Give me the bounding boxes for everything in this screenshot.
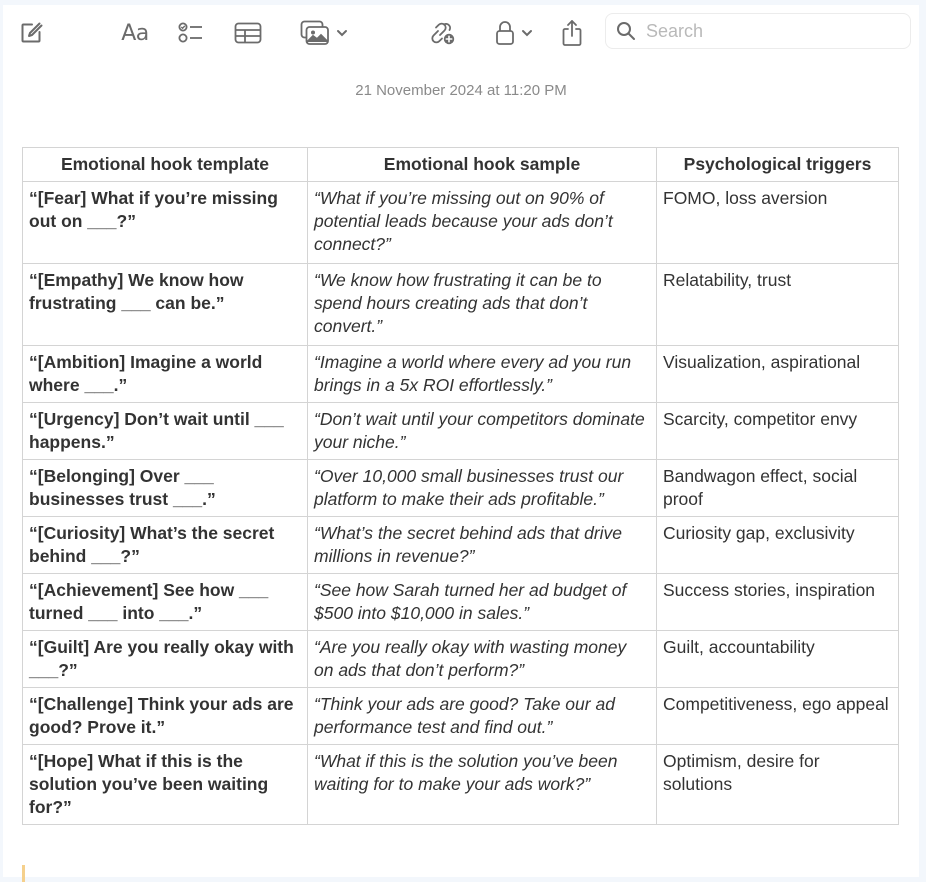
- cell-template[interactable]: “[Guilt] Are you really okay with ___?”: [23, 631, 308, 688]
- photo-gallery-icon: [300, 20, 330, 46]
- cell-sample[interactable]: “What’s the secret behind ads that drive millions in revenue?”: [308, 517, 657, 574]
- cell-template[interactable]: “[Hope] What if this is the solution you’ve been waiting for?”: [23, 745, 308, 825]
- cell-sample[interactable]: “Imagine a world where every ad you run brings in a 5x ROI effortlessly.”: [308, 346, 657, 403]
- cell-triggers[interactable]: FOMO, loss aversion: [657, 182, 899, 264]
- cell-template[interactable]: “[Empathy] We know how frustrating ___ can be.”: [23, 264, 308, 346]
- checklist-icon: [178, 21, 204, 45]
- link-add-icon: [427, 19, 457, 47]
- table-row: [23, 517, 899, 574]
- cell-triggers[interactable]: Competitiveness, ego appeal: [657, 688, 899, 745]
- cell-triggers[interactable]: Curiosity gap, exclusivity: [657, 517, 899, 574]
- cell-triggers[interactable]: Guilt, accountability: [657, 631, 899, 688]
- header-triggers[interactable]: Psychological triggers: [657, 148, 899, 182]
- format-button[interactable]: [117, 19, 153, 47]
- chevron-down-icon: [521, 29, 533, 37]
- lock-button[interactable]: [490, 19, 538, 47]
- cell-sample[interactable]: “Are you really okay with wasting money on ads that don’t perform?”: [308, 631, 657, 688]
- new-note-button[interactable]: [17, 19, 45, 47]
- cell-triggers[interactable]: Scarcity, competitor envy: [657, 403, 899, 460]
- cell-triggers[interactable]: Bandwagon effect, social proof: [657, 460, 899, 517]
- cell-sample[interactable]: “What if you’re missing out on 90% of potential leads because your ads don’t connect?”: [308, 182, 657, 264]
- collaborate-button[interactable]: [426, 19, 458, 47]
- note-timestamp: 21 November 2024 at 11:20 PM: [355, 82, 567, 99]
- cell-triggers[interactable]: Success stories, inspiration: [657, 574, 899, 631]
- cell-template[interactable]: “[Ambition] Imagine a world where ___.”: [23, 346, 308, 403]
- cell-triggers[interactable]: Relatability, trust: [657, 264, 899, 346]
- toolbar: [3, 5, 919, 63]
- table-row: [23, 403, 899, 460]
- table-button[interactable]: [233, 19, 263, 47]
- cell-template[interactable]: “[Curiosity] What’s the secret behind ___?”: [23, 517, 308, 574]
- search-input[interactable]: [644, 20, 898, 43]
- table-row: [23, 346, 899, 403]
- table-row: [23, 631, 899, 688]
- chevron-down-icon: [336, 29, 348, 37]
- cell-sample[interactable]: “What if this is the solution you’ve been waiting for to make your ads work?”: [308, 745, 657, 825]
- cell-sample[interactable]: “See how Sarah turned her ad budget of $500 into $10,000 in sales.”: [308, 574, 657, 631]
- cell-template[interactable]: “[Challenge] Think your ads are good? Prove it.”: [23, 688, 308, 745]
- cell-sample[interactable]: “Over 10,000 small businesses trust our platform to make their ads profitable.”: [308, 460, 657, 517]
- table-row: [23, 182, 899, 264]
- share-button[interactable]: [560, 19, 584, 47]
- checklist-button[interactable]: [176, 19, 206, 47]
- cell-sample[interactable]: “Think your ads are good? Take our ad performance test and find out.”: [308, 688, 657, 745]
- emotional-hooks-table[interactable]: [22, 147, 899, 825]
- cell-template[interactable]: “[Achievement] See how ___ turned ___ into ___.”: [23, 574, 308, 631]
- cell-triggers[interactable]: Optimism, desire for solutions: [657, 745, 899, 825]
- search-icon: [616, 21, 636, 41]
- table-row: [23, 264, 899, 346]
- compose-icon: [19, 21, 43, 45]
- cell-template[interactable]: “[Belonging] Over ___ businesses trust ___.”: [23, 460, 308, 517]
- table-row: [23, 574, 899, 631]
- text-format-icon: Aa: [121, 20, 149, 46]
- table-icon: [234, 22, 262, 44]
- cell-template[interactable]: “[Urgency] Don’t wait until ___ happens.”: [23, 403, 308, 460]
- cell-template[interactable]: “[Fear] What if you’re missing out on ___?”: [23, 182, 308, 264]
- cell-sample[interactable]: “We know how frustrating it can be to spend hours creating ads that don’t convert.”: [308, 264, 657, 346]
- header-template[interactable]: Emotional hook template: [23, 148, 308, 182]
- text-cursor: [22, 865, 25, 882]
- share-icon: [561, 19, 583, 47]
- lock-icon: [495, 20, 515, 46]
- cell-triggers[interactable]: Visualization, aspirational: [657, 346, 899, 403]
- table-row: [23, 745, 899, 825]
- table-row: [23, 460, 899, 517]
- notes-window: [3, 5, 919, 877]
- table-row: [23, 688, 899, 745]
- cell-sample[interactable]: “Don’t wait until your competitors dominate your niche.”: [308, 403, 657, 460]
- table-header-row: [23, 148, 899, 182]
- search-field[interactable]: [605, 13, 911, 49]
- header-sample[interactable]: Emotional hook sample: [308, 148, 657, 182]
- media-button[interactable]: [296, 19, 352, 47]
